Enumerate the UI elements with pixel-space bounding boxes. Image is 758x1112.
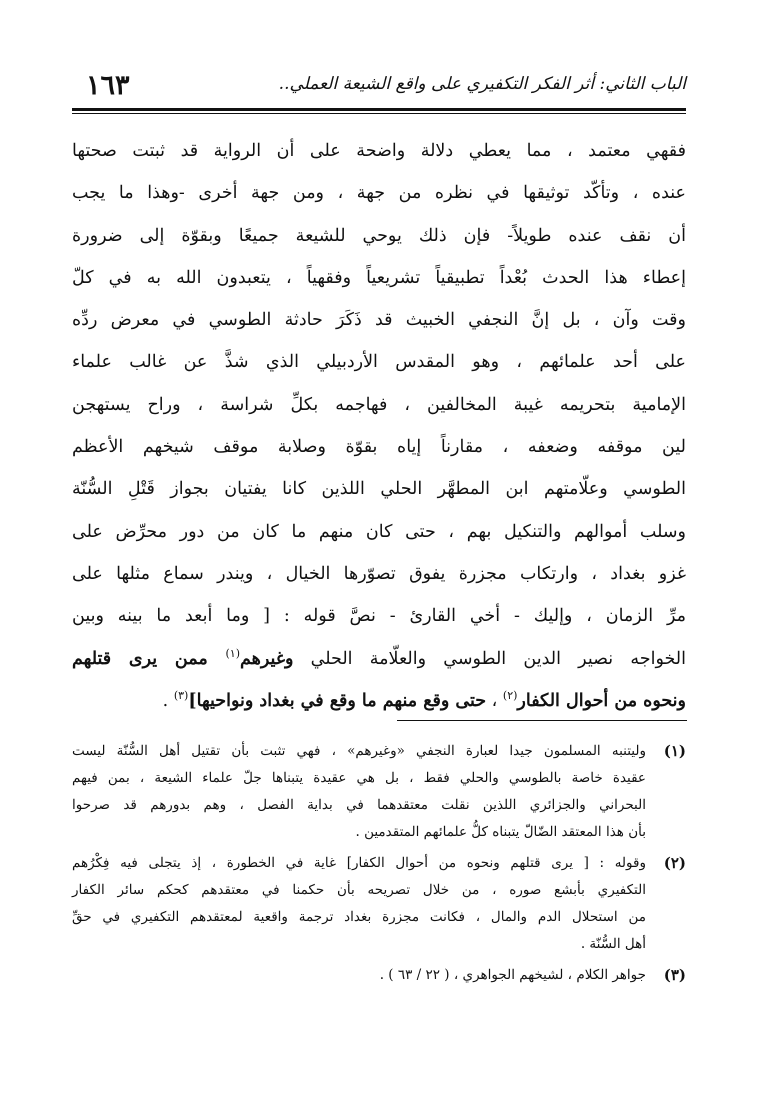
text-line: لين موقفه وضعفه ، مقارناً إياه بقوّة وصلابة موقف شيخهم الأعظم <box>72 437 686 458</box>
footnotes <box>72 738 686 993</box>
footnote-ref[interactable]: (٢) <box>502 689 518 703</box>
main-text <box>72 130 686 722</box>
footnote-line: وليتنبه المسلمون جيدا لعبارة النجفي «وغيرهم» ، فهي تثبت بأن تقتيل أهل السُّنّة ليست <box>72 743 646 759</box>
footnote-line: التكفيري بأبشع صوره ، من خلال تصريحه بأن حكمنا في معتقدهم كحكم سائر الكفار <box>72 882 646 898</box>
bold-quote: وغيرهم <box>240 648 294 669</box>
footnote-line: من استحلال الدم والمال ، فكانت مجزرة بغداد ترجمة واقعية لمعتقدهم التكفيري في حقِّ <box>72 909 646 925</box>
footnote-line: البحراني والجزائري اللذين نقلت معتقدهما في بداية الفصل ، وهم بدورهم قد صرحوا <box>72 797 646 813</box>
text-segment: . <box>162 690 174 711</box>
text-line <box>72 680 686 722</box>
text-line: على أحد علمائهم ، وهو المقدس الأردبيلي الذي شذَّ عن غالب علماء <box>72 352 686 373</box>
bold-quote: حتى وقع منهم ما وقع في بغداد ونواحيها] <box>188 690 487 711</box>
text-segment: الخواجه نصير الدين الطوسي والعلّامة الحلي <box>293 648 686 669</box>
text-line: فقهي معتمد ، مما يعطي دلالة واضحة على أن الرواية قد ثبتت صحتها <box>72 141 686 161</box>
bold-quote: ونحوه من أحوال الكفار <box>517 690 686 711</box>
header-rule-thin <box>72 113 686 114</box>
footnote-line: عقيدة خاصة بالطوسي والحلي فقط ، بل هي عقيدة يتبناها جلّ علماء الشيعة ، بمن فيهم <box>72 770 646 786</box>
footnote-number: (٢) <box>663 854 686 872</box>
text-line: وقت وآن ، بل إنَّ النجفي الخبيث قد ذَكَرَ حادثة الطوسي في معرض ردِّه <box>72 310 686 331</box>
text-line: أن نقف عنده طويلاً- فإن ذلك يوحي للشيعة جميعًا وبقوّة إلى ضرورة <box>72 225 686 246</box>
footnote-line: وقوله : [ يرى قتلهم ونحوه من أحوال الكفار] غاية في الخطورة ، إذ يتجلى فيه فِكْرُهم <box>72 855 646 871</box>
text-line: الطوسي وعلّامتهم ابن المطهَّر الحلي اللذين كانا يفتيان بجواز قَتْلِ السُّنّة <box>72 479 686 500</box>
header-rule <box>72 108 686 111</box>
footnote-ref[interactable]: (٣) <box>173 689 189 703</box>
text-line: وسلب أموالهم والتنكيل بهم ، حتى كان منهم ما كان من دور محرِّض على <box>72 521 686 542</box>
footnote-line: أهل السُّنّة . <box>580 936 646 952</box>
text-line: الإمامية بتحريمه غيبة المخالفين ، فهاجمه بكلِّ شراسة ، وراح يستهجن <box>72 394 686 415</box>
footnote-line: بأن هذا المعتقد الضّالّ يتبناه كلُّ علمائهم المتقدمين . <box>355 824 646 840</box>
footnote-number: (١) <box>663 742 686 760</box>
text-line <box>72 638 686 680</box>
text-line: إعطاء هذا الحدث بُعْداً تطبيقياً تشريعياً وفقهياً ، يتعبدون الله به في كلّ <box>72 267 686 288</box>
footnote-number: (٣) <box>663 966 686 984</box>
text-line: عنده ، وتأكّد توثيقها في نظره من جهة ، ومن جهة أخرى -وهذا ما يجب <box>72 183 686 204</box>
footnote-3 <box>72 962 686 989</box>
page-number: ١٦٣ <box>86 70 130 101</box>
page-header <box>72 66 686 108</box>
bold-quote: ممن يرى قتلهم <box>72 648 226 669</box>
running-title: الباب الثاني: أثر الفكر التكفيري على واقع الشيعة العملي.. <box>278 74 686 94</box>
text-segment: ، <box>486 690 503 711</box>
footnote-2 <box>72 850 686 958</box>
footnote-ref[interactable]: (١) <box>225 646 241 660</box>
text-line: غزو بغداد ، وارتكاب مجزرة يفوق تصوّرها الخيال ، ويندر سماع مثلها على <box>72 563 686 584</box>
footnote-1 <box>72 738 686 846</box>
text-line: مرِّ الزمان ، وإليك - أخي القارئ - نصَّ قوله : [ وما أبعد ما بينه وبين <box>72 606 686 627</box>
footnote-line: جواهر الكلام ، لشيخهم الجواهري ، ( ٢٢ / ٦٣ ) . <box>379 967 646 983</box>
footnote-separator <box>397 720 687 721</box>
